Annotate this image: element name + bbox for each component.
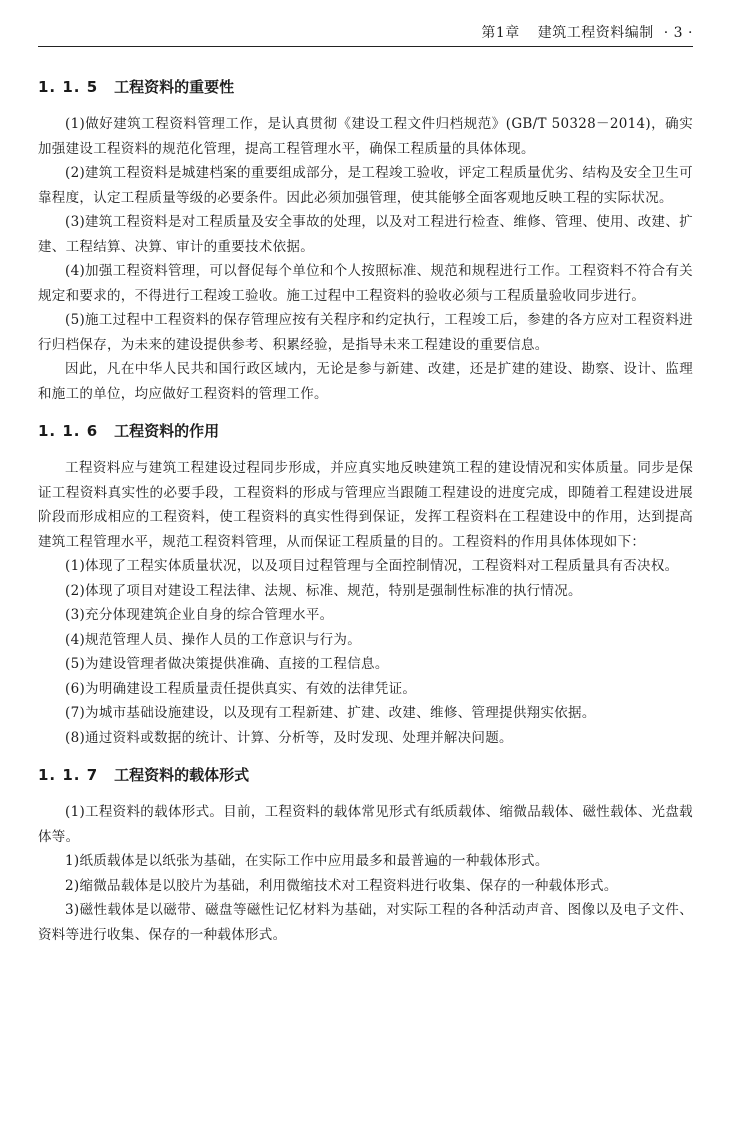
list-item: (1)体现了工程实体质量状况，以及项目过程管理与全面控制情况，工程资料对工程质量具有否决权。: [65, 558, 679, 574]
paragraph: 工程资料应与建筑工程建设过程同步形成，并应真实地反映建筑工程的建设情况和实体质量。同步是保证工程资料真实性的必要手段，工程资料的形成与管理应当跟随工程建设的进度完成，即随着工程建设进展阶段而形成相应的工程资料，使工程资料的真实性得到保证，发挥工程资料在工程建设中的作用，达到提高建筑工程管理水平，规范工程资料管理，从而保证工程质量的目的。工程资料的作用具体体现如下：: [38, 460, 693, 550]
list-item: (5)为建设管理者做决策提供准确、直接的工程信息。: [65, 656, 389, 672]
section-heading: [38, 416, 693, 446]
section-number: 1. 1. 6: [38, 422, 99, 440]
section-title: 工程资料的载体形式: [114, 766, 250, 784]
section-1-1-7: [38, 760, 693, 947]
section-1-1-6: [38, 416, 693, 750]
list-item: (7)为城市基础设施建设，以及现有工程新建、扩建、改建、维修、管理提供翔实依据。: [65, 705, 596, 721]
section-1-1-5: [38, 72, 693, 406]
paragraph: (4)加强工程资料管理，可以督促每个单位和个人按照标准、规范和规程进行工作。工程资料不符合有关规定和要求的，不得进行工程竣工验收。施工过程中工程资料的验收必须与工程质量验收同步进行。: [38, 263, 693, 304]
section-title: 工程资料的重要性: [114, 78, 235, 96]
list-item: (6)为明确建设工程质量责任提供真实、有效的法律凭证。: [65, 680, 417, 697]
section-number: 1. 1. 5: [38, 78, 99, 96]
list-item: (2)体现了项目对建设工程法律、法规、标准、规范，特别是强制性标准的执行情况。: [65, 582, 582, 599]
section-title: 工程资料的作用: [114, 422, 220, 440]
page-number: · 3 ·: [663, 25, 693, 41]
chapter-title: 建筑工程资料编制: [537, 25, 654, 41]
paragraph: (1)工程资料的载体形式。目前，工程资料的载体常见形式有纸质载体、缩微品载体、磁性载体、光盘载体等。: [38, 804, 693, 845]
section-heading: [38, 72, 693, 102]
paragraph: (1)做好建筑工程资料管理工作，是认真贯彻《建设工程文件归档规范》(GB/T 50328－2014)，确实加强建设工程资料的规范化管理，提高工程管理水平，确保工程质量的具体体现。: [38, 116, 693, 157]
section-number: 1. 1. 7: [38, 766, 99, 784]
paragraph: (5)施工过程中工程资料的保存管理应按有关程序和约定执行，工程竣工后，参建的各方应对工程资料进行归档保存，为未来的建设提供参考、积累经验，是指导未来工程建设的重要信息。: [38, 312, 693, 353]
page-content: [38, 72, 693, 957]
list-item: 2)缩微品载体是以胶片为基础，利用微缩技术对工程资料进行收集、保存的一种载体形式。: [65, 877, 618, 894]
list-item: (3)充分体现建筑企业自身的综合管理水平。: [65, 607, 334, 623]
paragraph: (2)建筑工程资料是城建档案的重要组成部分，是工程竣工验收，评定工程质量优劣、结构及安全卫生可靠程度，认定工程质量等级的必要条件。因此必须加强管理，使其能够全面客观地反映工程的实际状况。: [38, 165, 693, 206]
list-item: 3)磁性载体是以磁带、磁盘等磁性记忆材料为基础，对实际工程的各种活动声音、图像以及电子文件、资料等进行收集、保存的一种载体形式。: [38, 902, 693, 943]
running-header: [481, 22, 693, 42]
list-item: (8)通过资料或数据的统计、计算、分析等，及时发现、处理并解决问题。: [65, 729, 513, 746]
chapter-label: 第1章: [481, 25, 520, 41]
header-rule: [38, 46, 693, 47]
section-heading: [38, 760, 693, 790]
paragraph: (3)建筑工程资料是对工程质量及安全事故的处理，以及对工程进行检查、维修、管理、使用、改建、扩建、工程结算、决算、审计的重要技术依据。: [38, 214, 693, 255]
paragraph: 因此，凡在中华人民共和国行政区域内，无论是参与新建、改建，还是扩建的建设、勘察、设计、监理和施工的单位，均应做好工程资料的管理工作。: [38, 361, 693, 402]
list-item: 1)纸质载体是以纸张为基础，在实际工作中应用最多和最普遍的一种载体形式。: [65, 853, 549, 869]
list-item: (4)规范管理人员、操作人员的工作意识与行为。: [65, 631, 362, 648]
